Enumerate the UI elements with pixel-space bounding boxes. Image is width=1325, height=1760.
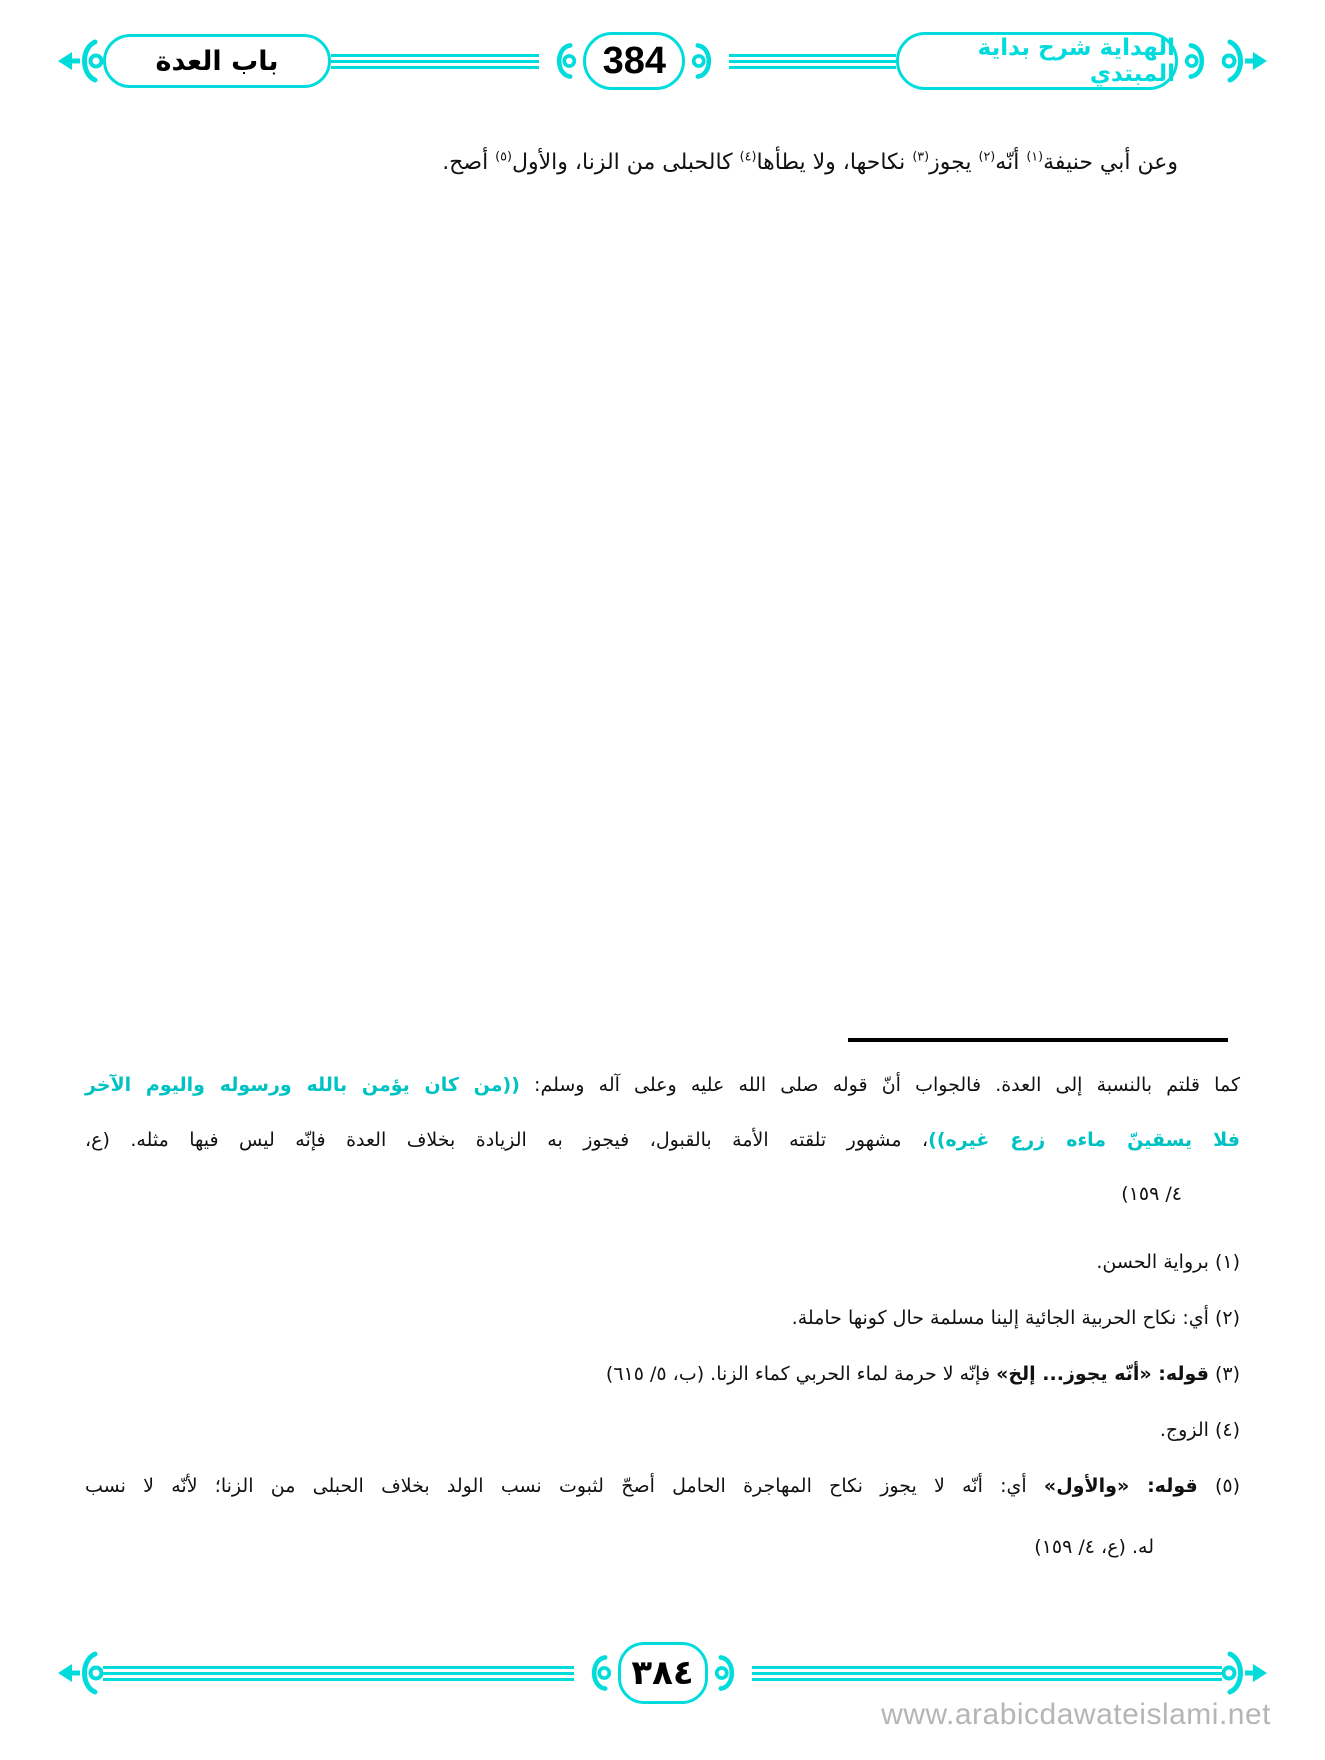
edge-ornament-left-icon — [55, 1649, 103, 1697]
footer-connector-rule — [752, 1666, 1223, 1681]
chapter-title-pill: باب العدة — [103, 34, 331, 88]
book-title-pill: الهداية شرح بداية المبتدي — [896, 32, 1178, 90]
footnote-item-2: (٢) أي: نكاح الحربية الجائية إلينا مسلمة حال كونها حاملة. — [791, 1307, 1240, 1329]
footnote-citation: ٤/ ١٥٩) — [1121, 1183, 1182, 1205]
footnotes-section — [85, 1038, 1240, 1572]
edge-ornament-left-icon — [55, 37, 103, 85]
footnote-continuation-line: فلا يسقينّ ماءه زرع غيره))، مشهور تلقته الأمة بالقبول، فيجوز به الزيادة بخلاف العدة فإنّه ليس فيها مثله. (ع، — [85, 1129, 1240, 1151]
clamp-ornament-icon — [685, 38, 729, 84]
page-footer — [55, 1642, 1270, 1704]
edge-ornament-right-icon — [1222, 1649, 1270, 1697]
footnote-continuation-line: كما قلتم بالنسبة إلى العدة. فالجواب أنّ قوله صلى الله عليه وعلى آله وسلم: ((من كان يؤمن بالله ورسوله واليوم الآخر — [85, 1074, 1240, 1096]
page-header — [55, 28, 1270, 94]
clamp-ornament-icon — [708, 1650, 752, 1696]
clamp-ornament-icon — [1178, 38, 1222, 84]
footnote-list — [85, 1234, 1240, 1572]
footer-connector-rule — [103, 1666, 574, 1681]
main-text-paragraph: وعن أبي حنيفة$^{(١)}$ أنّه$^{(٢)}$ يجوز$^{(٣)}$ نكاحها، ولا يطأها$^{(٤)}$ كالحبلى من الزنا، والأول$^{(٥)}$ أصح. — [442, 149, 1178, 175]
footnote-item-3: (٣) قوله: «أنّه يجوز... إلخ» فإنّه لا حرمة لماء الحربي كماء الزنا. (ب، ٥/ ٦١٥) — [605, 1363, 1240, 1385]
header-connector-rule — [729, 54, 896, 69]
footnote-item-4: (٤) الزوج. — [1159, 1419, 1240, 1441]
footnote-item-5-tail: له. (ع، ٤/ ١٥٩) — [1034, 1536, 1154, 1558]
page-number-badge: 384 — [583, 32, 685, 90]
footnote-item-5: (٥) قوله: «والأول» أي: أنّه لا يجوز نكاح المهاجرة الحامل أصحّ لثبوت نسب الولد بخلاف الحبلى من الزنا؛ لأنّه لا نسب — [85, 1475, 1240, 1497]
header-connector-rule — [331, 54, 539, 69]
edge-ornament-right-icon — [1222, 37, 1270, 85]
footer-page-number-badge: ٣٨٤ — [618, 1642, 708, 1704]
clamp-ornament-icon — [574, 1650, 618, 1696]
footnote-item-1: (١) برواية الحسن. — [1096, 1251, 1240, 1273]
watermark: www.arabicdawateislami.net — [881, 1698, 1271, 1731]
footnote-separator — [848, 1038, 1228, 1042]
clamp-ornament-icon — [539, 38, 583, 84]
